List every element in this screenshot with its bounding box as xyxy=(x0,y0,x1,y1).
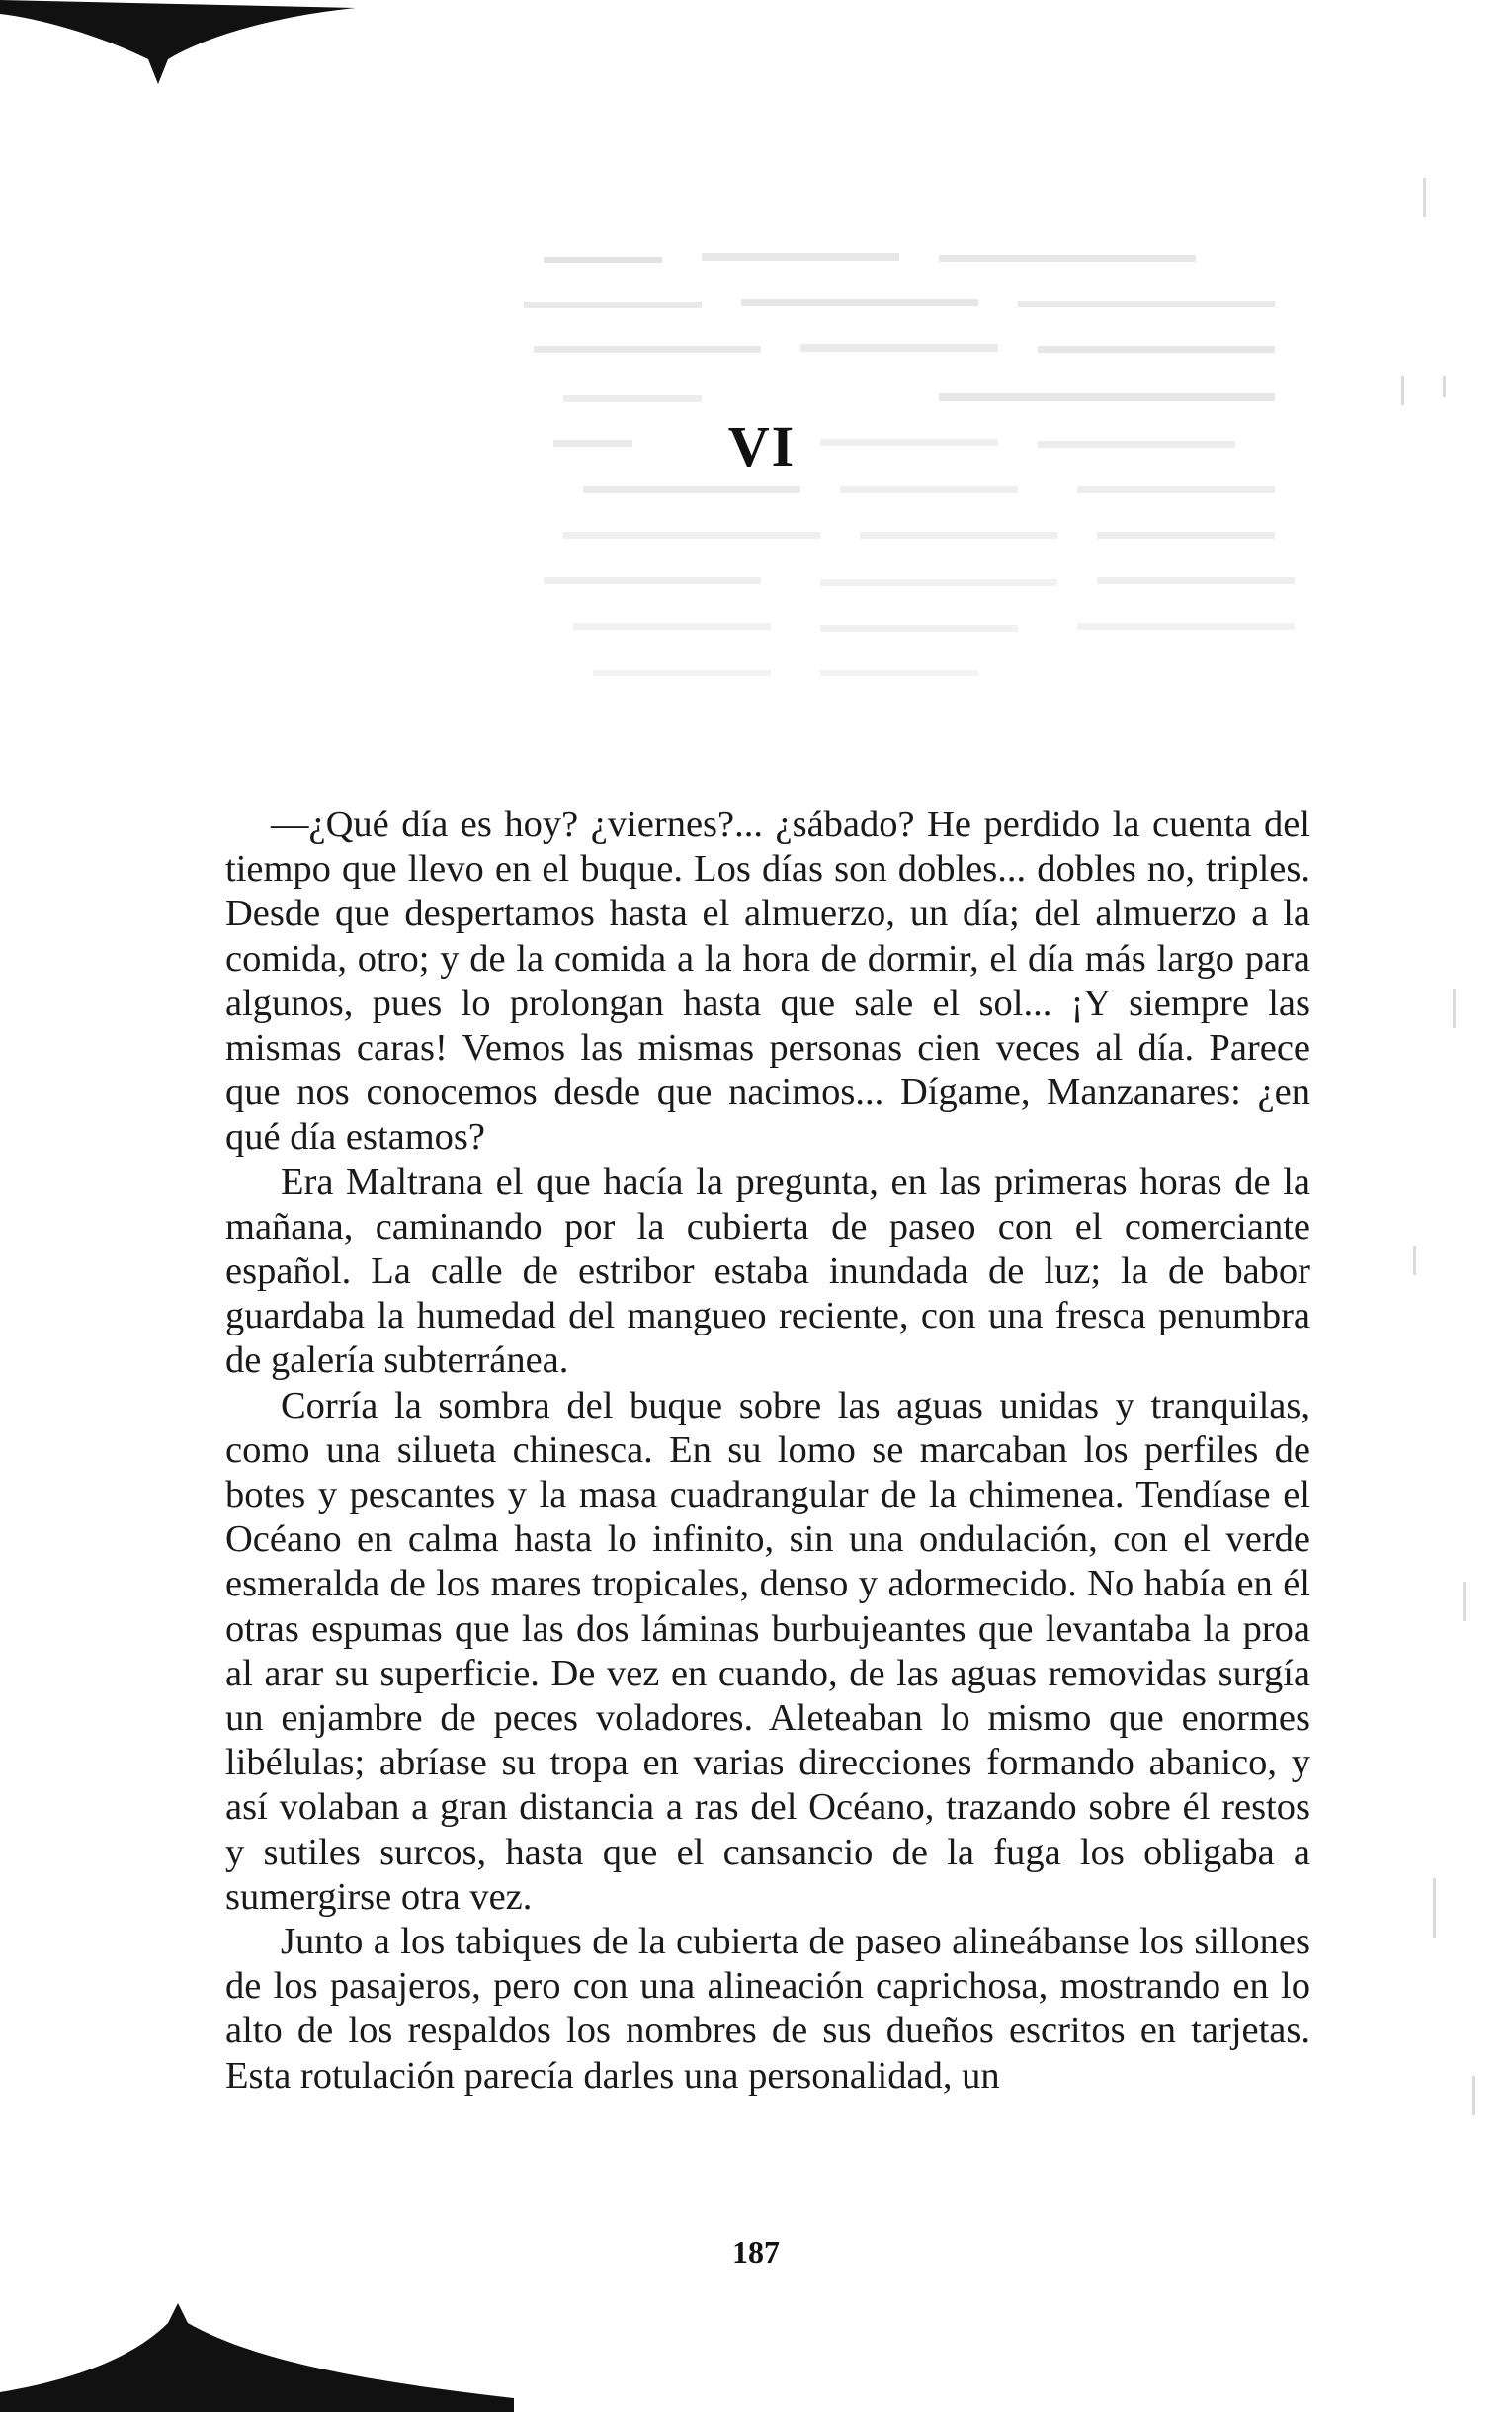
chapter-body xyxy=(225,803,1310,2099)
paragraph: Junto a los tabiques de la cubierta de paseo alineábanse los sillones de los pasajeros, pero con una alineación caprichosa, mostrando en lo alto de los respaldos los nombres de sus dueños escritos en tarjetas. Esta rotulación parecía darles una personalidad, un xyxy=(225,1921,1310,2097)
scan-shadow-top xyxy=(0,0,356,89)
paragraph: Era Maltrana el que hacía la pregunta, en las primeras horas de la mañana, caminando por la cubierta de paseo con el comerciante español. La calle de estribor estaba inundada de luz; la de babor guardaba la humedad del mangueo reciente, con una fresca penumbra de galería subterránea. xyxy=(225,1161,1310,1382)
bleed-through-ghost-text xyxy=(524,227,1314,741)
chapter-number: VI xyxy=(727,414,797,478)
scan-margin-specks xyxy=(1384,0,1512,2412)
scan-shadow-bottom xyxy=(0,2303,514,2412)
paragraph: Corría la sombra del buque sobre las aguas unidas y tranquilas, como una silueta chinesca. En su lomo se marcaban los perfiles de botes y pescantes y la masa cuadrangular de la chimenea. Tendíase el Océano en calma hasta lo infinito, sin una ondulación, con el verde esmeralda de los mares tropicales, denso y adormecido. No había en él otras espumas que las dos láminas burbujeantes que levantaba la proa al arar su superficie. De vez en cuando, de las aguas removidas surgía un enjambre de peces voladores. Aleteaban lo mismo que enormes libélulas; abríase su tropa en varias direcciones formando abanico, y así volaban a gran distancia a ras del Océano, trazando sobre él restos y sutiles surcos, hasta que el cansancio de la fuga los obligaba a sumergirse otra vez. xyxy=(225,1384,1310,1918)
page-number: 187 xyxy=(732,2234,780,2270)
paragraph: —¿Qué día es hoy? ¿viernes?... ¿sábado? He perdido la cuenta del tiempo que llevo en el buque. Los días son dobles... dobles no, triples. Desde que despertamos hasta el almuerzo, un día; del almuerzo a la comida, otro; y de la comida a la hora de dormir, el día más largo para algunos, pues lo prolongan hasta que sale el sol... ¡Y siempre las mismas caras! Vemos las mismas personas cien veces al día. Parece que nos conocemos desde que nacimos... Dígame, Manzanares: ¿en qué día estamos? xyxy=(225,804,1310,1159)
